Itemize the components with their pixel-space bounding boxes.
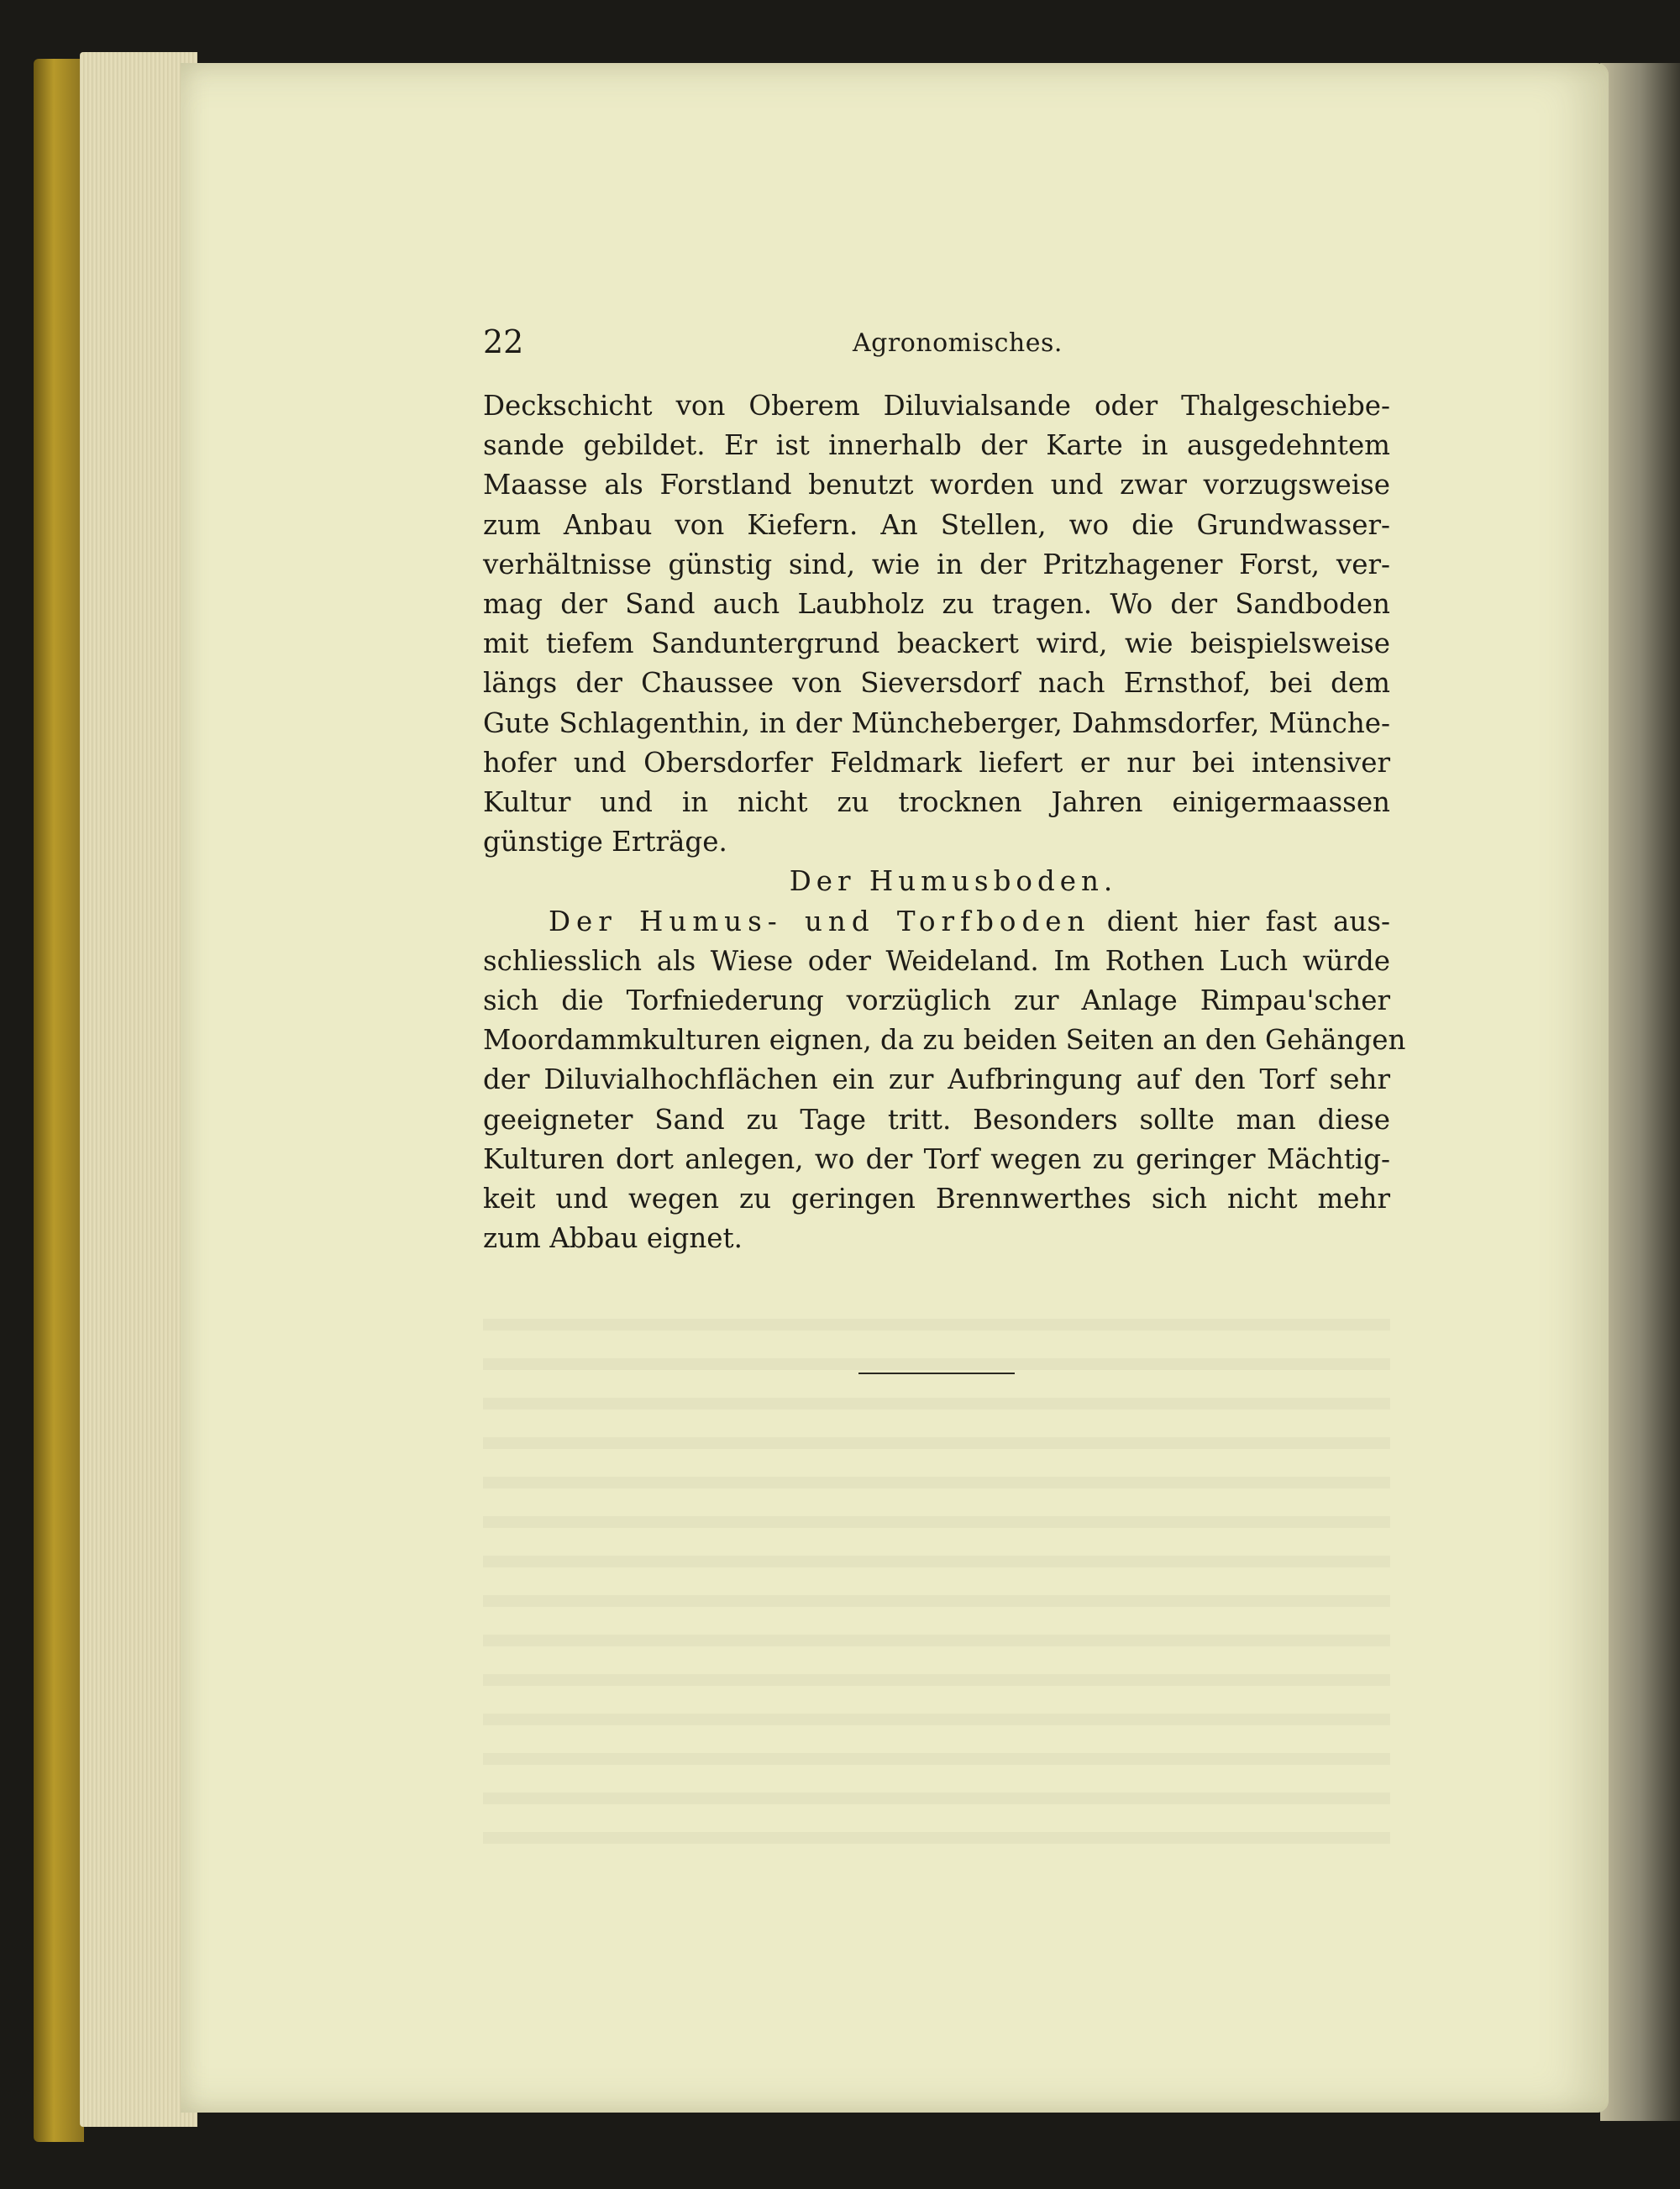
closing-rule [858, 1373, 1015, 1374]
text-line: zum Abbau eignet. [483, 1222, 743, 1255]
text-line: hofer und Obersdorfer Feldmark liefert er nur bei intensiver [483, 746, 1390, 779]
book-cover-edge [34, 59, 84, 2142]
text-line: sich die Torfniederung vorzüglich zur Anlage Rimpau'scher [483, 984, 1390, 1017]
text-line: mag der Sand auch Laubholz zu tragen. Wo der Sandboden [483, 588, 1390, 621]
text-line: günstige Erträge. [483, 826, 727, 858]
text-line: zum Anbau von Kiefern. An Stellen, wo die Grundwasser- [483, 508, 1390, 541]
section-heading: Der Humusboden. [789, 865, 1118, 898]
page-number: 22 [483, 323, 524, 360]
show-through-text [483, 1294, 1390, 1865]
text-line: geeigneter Sand zu Tage tritt. Besonders sollte man diese [483, 1103, 1390, 1136]
text-line: Moordammkulturen eignen, da zu beiden Seiten an den Gehängen [483, 1024, 1406, 1057]
text-line: sande gebildet. Er ist innerhalb der Karte in ausgedehntem [483, 429, 1390, 462]
page-stack [80, 52, 197, 2127]
text-line: Gute Schlagenthin, in der Müncheberger, Dahmsdorfer, Münche- [483, 706, 1390, 739]
text-line: Kultur und in nicht zu trocknen Jahren einigermaassen [483, 786, 1390, 819]
text-line: Maasse als Forstland benutzt worden und zwar vorzugsweise [483, 469, 1390, 501]
spine-shadow [1600, 63, 1680, 2121]
section-lead-spaced: Der Humus- und Torfboden [549, 905, 1091, 937]
running-head [483, 323, 1390, 374]
text-line: Kulturen dort anlegen, wo der Torf wegen zu geringer Mächtig- [483, 1142, 1390, 1175]
text-line: Deckschicht von Oberem Diluvialsande oder Thalgeschiebe- [483, 390, 1390, 422]
text-line: mit tiefem Sanduntergrund beackert wird, wie beispielsweise [483, 627, 1390, 660]
text-line: längs der Chaussee von Sieversdorf nach Ernsthof, bei dem [483, 667, 1390, 700]
text-line: schliesslich als Wiese oder Weideland. Im Rothen Luch würde [483, 944, 1390, 977]
body-text [483, 386, 1406, 1258]
section-lead-line [483, 902, 1390, 942]
running-title: Agronomisches. [853, 328, 1063, 358]
text-line: keit und wegen zu geringen Brennwerthes sich nicht mehr [483, 1183, 1390, 1215]
section-lead-rest: dient hier fast aus- [1106, 905, 1390, 937]
text-line: der Diluvialhochflächen ein zur Aufbringung auf den Torf sehr [483, 1063, 1390, 1096]
text-line: verhältnisse günstig sind, wie in der Pritzhagener Forst, ver- [483, 548, 1390, 580]
